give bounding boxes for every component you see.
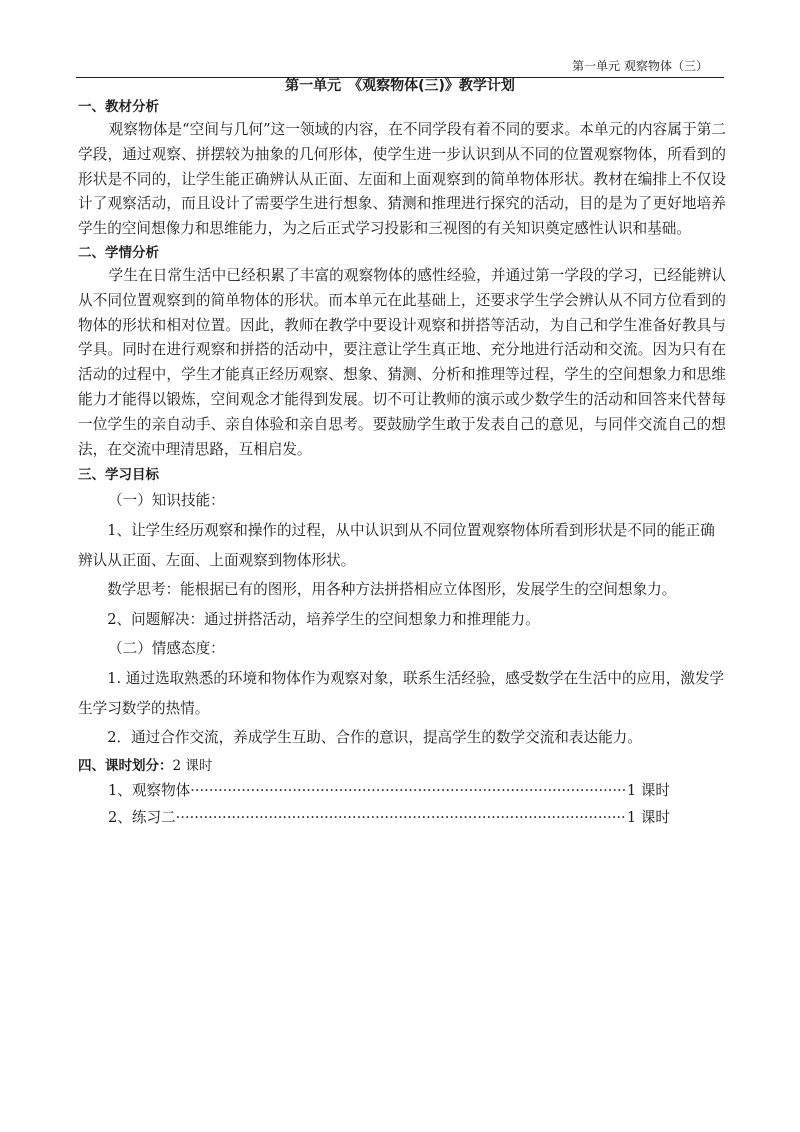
goal-item-math-thinking: 数学思考：能根据已有的图形，用各种方法拼搭相应立体图形，发展学生的空间想象力。 (107, 581, 677, 599)
schedule-row (78, 804, 670, 831)
goal-item-2: 2、问题解决：通过拼搭活动，培养学生的空间想象力和推理能力。 (107, 610, 540, 628)
schedule-row-label: 2、练习二 (108, 808, 176, 826)
goal-item-1: 1、让学生经历观察和操作的过程，从中认识到从不同位置观察物体所看到形状是不同的能正确辨认从正面、左面、上面观察到物体形状。 (78, 522, 715, 569)
schedule-row-label: 1、观察物体 (108, 781, 191, 799)
schedule-row-leader (176, 804, 627, 831)
section-heading-3: 三、学习目标 (78, 467, 159, 484)
section-heading-4 (78, 755, 726, 777)
section-paragraph-1: 观察物体是“空间与几何”这一领域的内容，在不同学段有着不同的要求。本单元的内容属于第二学段，通过观察、拼摆较为抽象的几何形体，使学生进一步认识到从不同的位置观察物体，所看到的形状是不同的，让学生能正确辨认从正面、左面和上面观察到的简单物体形状。教材在编排上不仅设计了观察活动，而且设计了需要学生进行想象、猜测和推理进行探究的活动，目的是为了更好地培养学生的空间想像力和思维能力，为之后正式学习投影和三视图的有关知识奠定感性认识和基础。 (78, 121, 726, 238)
section-heading-2: 二、学情分析 (78, 244, 159, 261)
running-head: 第一单元 观察物体（三） (572, 59, 708, 73)
section-heading-4-label: 四、课时划分： (78, 757, 173, 774)
document-title: 第一单元 《观察物体(三)》教学计划 (285, 78, 515, 94)
section-heading-4-total: 2 课时 (172, 757, 213, 774)
schedule-row-value: 1 课时 (626, 781, 670, 799)
section-paragraph-2: 学生在日常生活中已经积累了丰富的观察物体的感性经验，并通过第一学段的学习，已经能辨认从不同位置观察到的简单物体的形状。而本单元在此基础上，还要求学生学会辨认从不同方位看到的物体的形状和相对位置。因此，教师在教学中要设计观察和拼搭等活动，为自己和学生准备好教具与学具。同时在进行观察和拼搭的活动中，要注意让学生真正地、充分地进行活动和交流。因为只有在活动的过程中，学生才能真正经历观察、想象、猜测、分析和推理等过程，学生的空间想象力和思维能力才能得以锻炼，空间观念才能得到发展。切不可让教师的演示或少数学生的活动和回答来代替每一位学生的亲自动手、亲自体验和亲自思考。要鼓励学生敢于发表自己的意见，与同伴交流自己的想法，在交流中理清思路，互相启发。 (78, 266, 726, 458)
subheading-attitude: （二）情感态度： (108, 640, 225, 658)
document-body (78, 96, 726, 831)
goal-item-4: 2．通过合作交流，养成学生互助、合作的意识，提高学生的数学交流和表达能力。 (107, 729, 642, 747)
schedule-row (78, 777, 670, 804)
section-heading-1: 一、教材分析 (78, 99, 159, 115)
goal-item-3: 1. 通过选取熟悉的环境和物体作为观察对象，联系生活经验，感受数学在生活中的应用，激发学生学习数学的热情。 (78, 670, 725, 717)
schedule-row-leader (190, 777, 627, 804)
schedule-row-value: 1 课时 (626, 808, 670, 826)
subheading-knowledge: （一）知识技能： (108, 492, 225, 510)
